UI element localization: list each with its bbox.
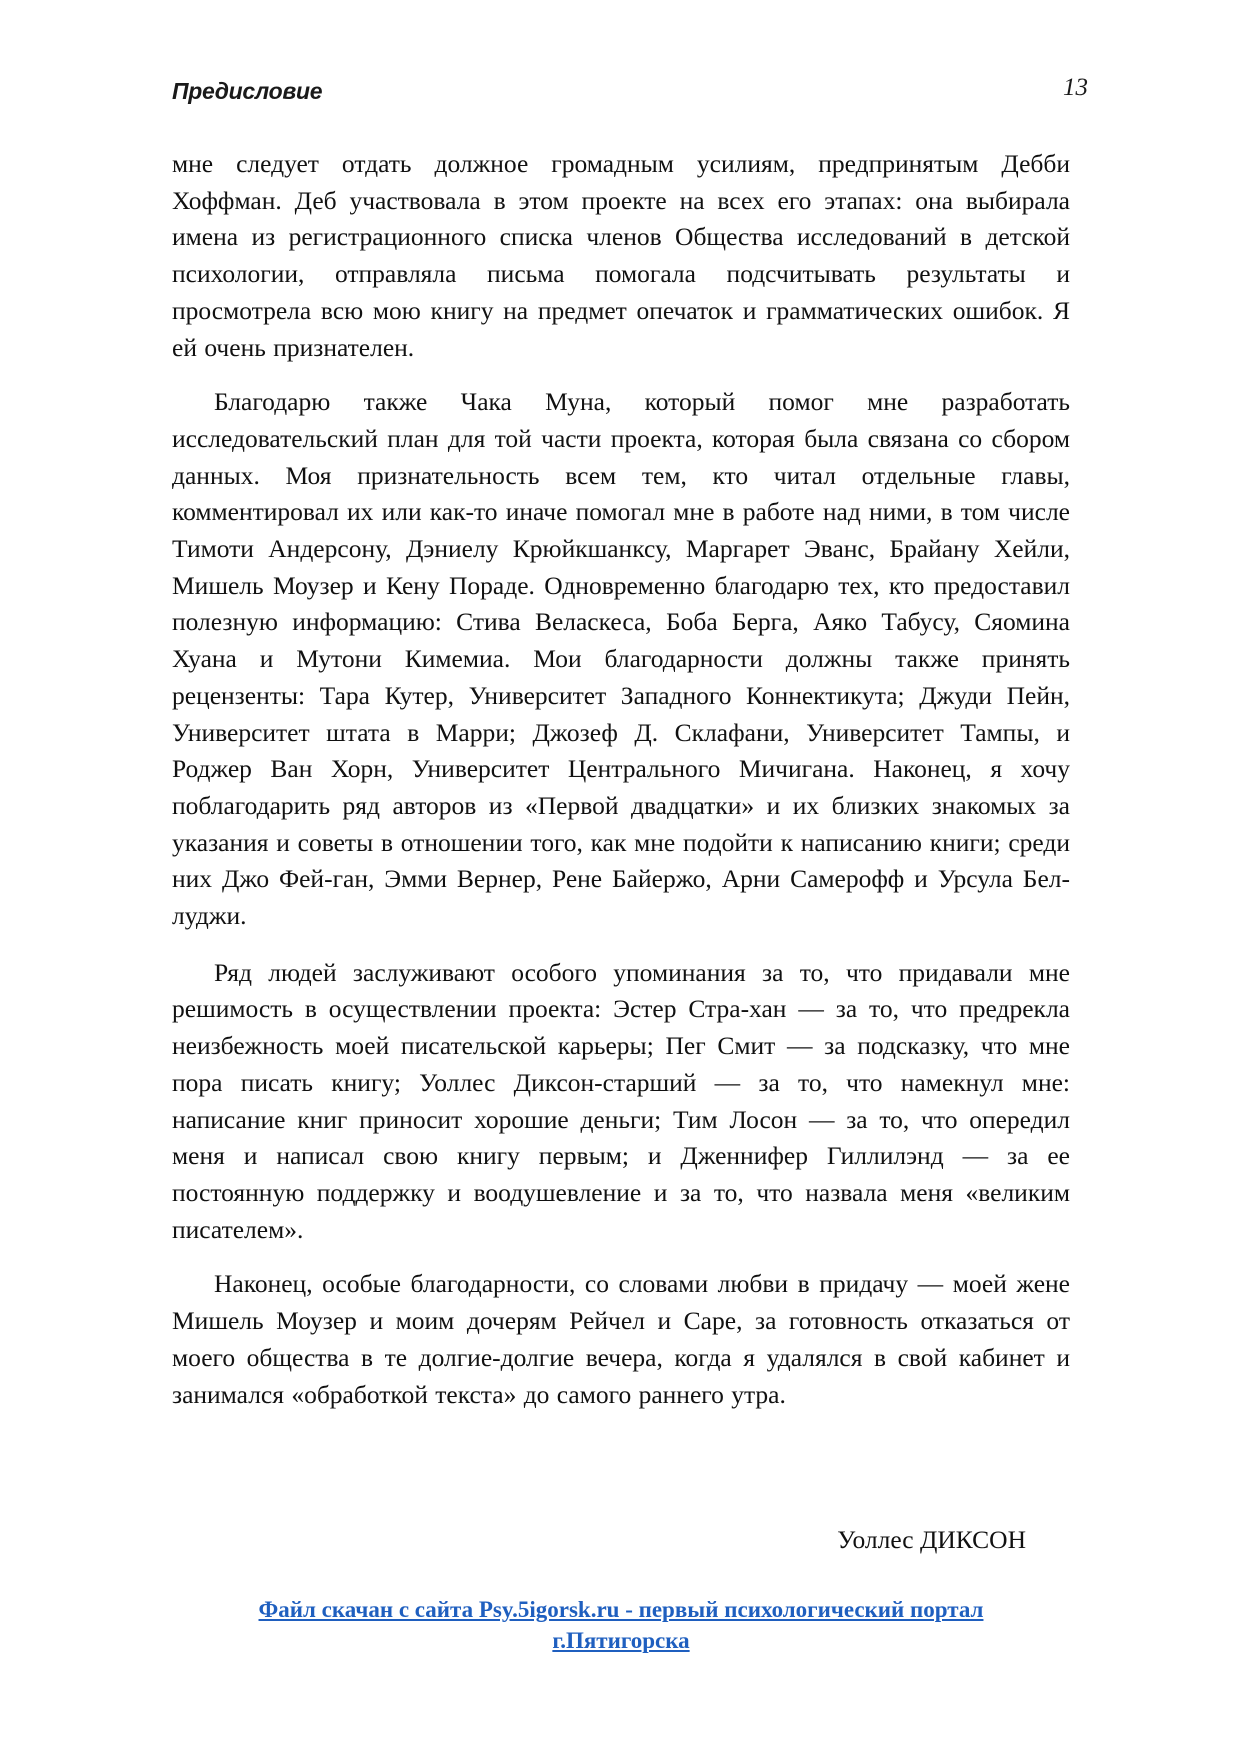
body-text bbox=[172, 146, 1070, 1431]
download-source-link[interactable] bbox=[172, 1594, 1070, 1656]
running-title: Предисловие bbox=[172, 78, 323, 104]
author-signature: Уоллес ДИКСОН bbox=[837, 1525, 1026, 1554]
paragraph-2: Благодарю также Чака Муна, который помог мне разработать исследовательский план для той части проекта, которая была связана со сбором данных. Моя признательность всем тем, кто читал отдельные главы, комментировал их или как-то иначе помогал мне в работе над ними, в том числе Тимоти Андерсону, Дэниелу Крюйкшанксу, Маргарет Эванс, Брайану Хейли, Мишель Моузер и Кену Пораде. Одновременно благодарю тех, кто предоставил полезную информацию: Стива Веласкеса, Боба Берга, Аяко Табусу, Сяомина Хуана и Мутони Кимемиа. Мои благодарности должны также принять рецензенты: Тара Кутер, Университет Западного Коннектикута; Джуди Пейн, Университет штата в Марри; Джозеф Д. Склафани, Университет Тампы, и Роджер Ван Хорн, Университет Центрального Мичигана. Наконец, я хочу поблагодарить ряд авторов из «Первой двадцатки» и их близких знакомых за указания и советы в отношении того, как мне подойти к написанию книги; среди них Джо Фей-ган, Эмми Вернер, Рене Байержо, Арни Самерофф и Урсула Бел-луджи. bbox=[172, 387, 1070, 931]
download-link-line-1[interactable]: Файл скачан с сайта Psy.5igorsk.ru - первый психологический портал bbox=[258, 1597, 984, 1622]
paragraph-3: Ряд людей заслуживают особого упоминания за то, что придавали мне решимость в осуществлении проекта: Эстер Стра-хан — за то, что предрекла неизбежность моей писательской карьеры; Пег Смит — за подсказку, что мне пора писать книгу; Уоллес Диксон-старший — за то, что намекнул мне: написание книг приносит хорошие деньги; Тим Лосон — за то, что опередил меня и написал свою книгу первым; и Дженнифер Гиллилэнд — за ее постоянную поддержку и воодушевление и за то, что назвала меня «великим писателем». bbox=[172, 957, 1070, 1244]
page-number: 13 bbox=[1063, 74, 1088, 101]
paragraph-1: мне следует отдать должное громадным усилиям, предпринятым Дебби Хоффман. Деб участвовала в этом проекте на всех его этапах: она выбирала имена из регистрационного списка членов Общества исследований в детской психологии, отправляла письма помогала подсчитывать результаты и просмотрела всю мою книгу на предмет опечаток и грамматических ошибок. Я ей очень признателен. bbox=[172, 149, 1070, 362]
download-link-line-2[interactable]: г.Пятигорска bbox=[552, 1628, 690, 1653]
paragraph-4: Наконец, особые благодарности, со словами любви в придачу — моей жене Мишель Моузер и моим дочерям Рейчел и Саре, за готовность отказаться от моего общества в те долгие-долгие вечера, когда я удалялся в свой кабинет и занимался «обработкой текста» до самого раннего утра. bbox=[172, 1269, 1070, 1409]
